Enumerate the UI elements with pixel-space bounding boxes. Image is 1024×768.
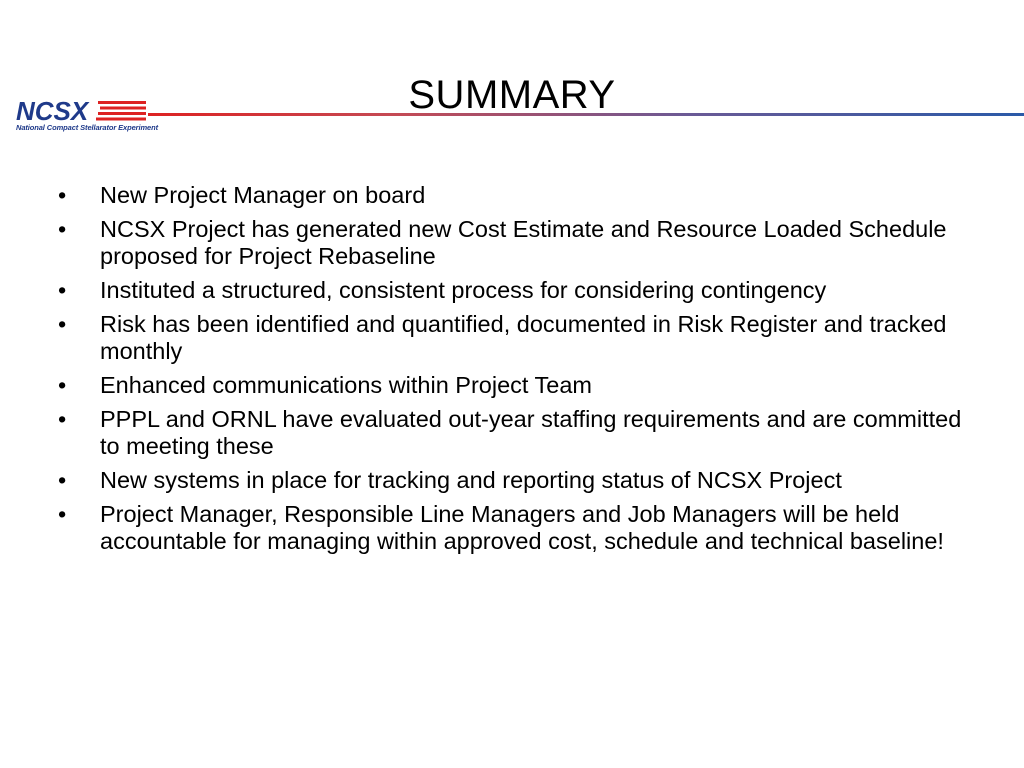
bullet-text: Project Manager, Responsible Line Managers and Job Managers will be held accountable for managing within approved cost, schedule and technical baseline! [100,501,944,554]
summary-bullet-list [58,182,968,562]
bullet-dot: • [58,406,67,432]
bullet-item [58,501,968,555]
logo-tagline: National Compact Stellarator Experiment [16,123,158,132]
bullet-text: PPPL and ORNL have evaluated out-year staffing requirements and are committed to meeting these [100,406,962,459]
logo-word-text: NCSX [16,97,89,123]
bullet-dot: • [58,467,67,493]
bullet-text: Instituted a structured, consistent process for considering contingency [100,277,827,303]
bullet-item [58,406,968,460]
bullet-item [58,182,968,209]
bullet-dot: • [58,372,67,398]
bullet-dot: • [58,501,67,527]
bullet-dot: • [58,182,67,208]
bullet-item [58,216,968,270]
bullet-item [58,372,968,399]
bullet-text: NCSX Project has generated new Cost Estimate and Resource Loaded Schedule proposed for Project Rebaseline [100,216,947,269]
bullet-text: New Project Manager on board [100,182,426,208]
bullet-item [58,467,968,494]
bullet-text: New systems in place for tracking and reporting status of NCSX Project [100,467,842,493]
bullet-text: Enhanced communications within Project Team [100,372,593,398]
bullet-item [58,311,968,365]
bullet-dot: • [58,216,67,242]
bullet-dot: • [58,311,67,337]
bullet-item [58,277,968,304]
bullet-text: Risk has been identified and quantified, documented in Risk Register and tracked monthly [100,311,947,364]
bullet-dot: • [58,277,67,303]
slide-title: SUMMARY [408,73,616,117]
